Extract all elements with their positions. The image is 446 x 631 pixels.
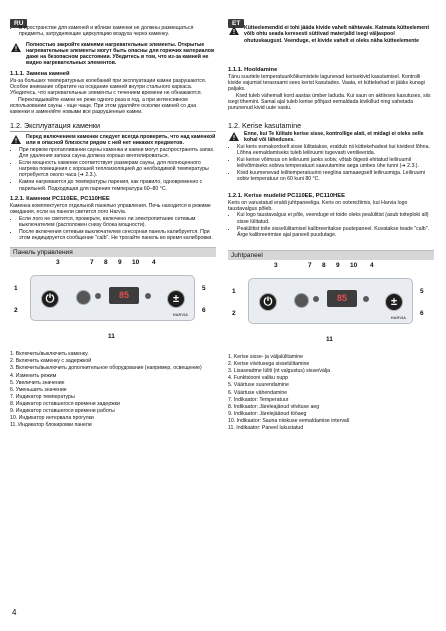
power-icon: ⏻: [263, 296, 273, 309]
indicator-led: [145, 293, 151, 299]
intro-list-ru: [10, 25, 216, 38]
legend-item: 4. Funktsiooni valiku nupp: [228, 375, 288, 382]
callout-1: 1: [232, 288, 236, 296]
legend-item: 3. Включить/выключить дополнительное оборудование (например, освещение): [10, 365, 202, 372]
legend-item: 5. Увеличить значение: [10, 379, 65, 386]
language-tag-et: ET: [228, 19, 244, 28]
callout-8: 8: [104, 259, 108, 267]
section-12-list-et: [228, 144, 434, 183]
adjust-button[interactable]: [167, 290, 185, 308]
harvia-logo: HARVIA: [390, 315, 406, 321]
mode-button[interactable]: [294, 293, 309, 308]
callout-11: 11: [326, 336, 333, 344]
section-12-title-ru: 1.2. Эксплуатация каменки: [10, 120, 101, 130]
section-121-title-et: 1.2.1. Kerise mudelid PC110EE, PC110HEE: [228, 192, 345, 199]
control-panel-figure-et: [228, 260, 434, 352]
language-tag-ru: RU: [10, 19, 27, 28]
callout-9: 9: [118, 259, 122, 267]
legend-item: 8. Indikaator: Järeleajänud viivituse aeg: [228, 403, 320, 410]
callout-7: 7: [308, 262, 312, 270]
control-panel: [248, 278, 413, 324]
legend-item: 8. Индикатор оставшегося времени задержки: [10, 400, 120, 407]
column-ru: [10, 12, 216, 429]
plus-minus-icon: ±: [390, 296, 398, 309]
section-111-title-ru: 1.1.1. Замена камней: [10, 70, 70, 77]
section-121-title-ru: 1.2.1. Каменки PC110EE, PC110HEE: [10, 195, 110, 202]
legend-item: 6. Väärtuse vähendamine: [228, 389, 288, 396]
harvia-logo: HARVIA: [172, 312, 188, 318]
callout-7: 7: [90, 259, 94, 267]
power-button[interactable]: [41, 290, 59, 308]
callout-5: 5: [202, 285, 206, 293]
list-item: • Pealülitist toite sisselülitamisel kalibreeritakse puutepaneel. Kuvatakse teade "calb". Ärge kalibreerimise ajal paneeli puudutage.: [237, 226, 434, 239]
legend-item: 7. Indikaator: Temperatuur: [228, 396, 289, 403]
callout-11: 11: [108, 333, 115, 341]
control-panel: [30, 275, 195, 321]
display-value: 85: [118, 290, 129, 301]
legend-item: 11. Индикатор блокировки панели: [10, 422, 92, 429]
section-111-title-et: 1.1.1. Hooldamine: [228, 66, 278, 73]
indicator-led: [363, 296, 369, 302]
callout-2: 2: [14, 307, 18, 315]
panel-display: [327, 290, 357, 307]
callout-6: 6: [420, 310, 424, 318]
list-item: • Kivid kuumenevad leilitemperatuurini reeglina samaaegselt leiliruumiga. Leiliruumi sobiv temperatuur on 60 kuni 80 °C.: [237, 170, 434, 183]
section-121-list-et: [228, 212, 434, 238]
warning-icon: [229, 132, 239, 141]
power-button[interactable]: [259, 293, 277, 311]
warning-block-et: [228, 25, 434, 44]
legend-item: 3. Lisaseadme lüliti (nt valgustus) sisse/välja: [228, 368, 331, 375]
legend-item: 2. Kerise viivitusega sisselülitamine: [228, 361, 310, 368]
display-value: 85: [336, 293, 347, 304]
section-12-warning-ru: [10, 134, 216, 147]
panel-title-ru: Панель управления: [10, 247, 216, 257]
callout-9: 9: [336, 262, 340, 270]
list-item: • После включения сетевым выключателем сенсорная панель калибруется. При этом индицируется сообщение "calb". Не трогайте панель во время калибровки.: [19, 229, 216, 242]
section-121-p-ru: Каменка комплектуется отдельной панелью управления. Печь находится в режиме ожидания, если на панели светится лого Harvia.: [10, 202, 211, 216]
list-item: • Kui kerise võimsus on leiliruumi jaoks sobiv, võtab õigesti ehitatud leiliruumil leilivõtmiseks sobiva temperatuuri saavutamine aega umbes ühe tunni (➔ 2.3.).: [237, 157, 434, 170]
section-111-p1-ru: Из-за больших температурных колебаний при эксплуатации камни разрушаются. Особое внимание обратите на оседание камней внутри стального каркаса. Убедитесь, что нагревательные элементы с течением времени не обнажаются.: [10, 77, 207, 97]
list-item: • Kui logo taustavalgus ei põle, veenduge et toide oleks pealülitist (asub toiteploki all) sisse lülitatud.: [237, 212, 434, 225]
callout-10: 10: [132, 259, 140, 267]
panel-legend-ru: [10, 351, 216, 428]
list-item: • Если мощность каменки соответствует размерам сауны, для полноценного нагрева помещения с хорошей теплоизоляцией до необходимой температуры потребуется около часа (➔ 2.3.).: [19, 160, 216, 179]
legend-item: 10. Индикатор интервала прогулки: [10, 415, 94, 422]
list-item: • Камни нагреваются до температуры парения, как правило, одновременно с парильней. Подходящая для парения температура 60–80 °C.: [19, 179, 216, 192]
legend-item: 2. Включить каменку с задержкой: [10, 358, 92, 365]
section-121-p-et: Keris on varustatud eraldi juhtpaneeliga. Keris on ooterežiimis, kui Harvia logo taustavalgus põleb.: [228, 199, 408, 213]
legend-item: 10. Indikaator: Sauna niiskuse eemaldamise intervall: [228, 417, 350, 424]
callout-2: 2: [232, 310, 236, 318]
warning-text-et: Kütteelemendid ei tohi jääda kivide vahelt nähtavale. Katmata kütteelement võib ohtu seada keresesti süttivad materjalid isegi väljaspool ohutuskaugust. Veenduge, et kivide vahelt ei oleks näha kütteelemente: [244, 25, 430, 44]
callout-4: 4: [152, 259, 156, 267]
callout-4: 4: [370, 262, 374, 270]
indicator-led: [95, 293, 101, 299]
legend-item: 7. Индикатор температуры: [10, 393, 75, 400]
callout-6: 6: [202, 307, 206, 315]
callout-1: 1: [14, 285, 18, 293]
panel-title-et: Juhtpaneel: [228, 250, 434, 260]
adjust-button[interactable]: [385, 293, 403, 311]
callout-10: 10: [350, 262, 358, 270]
mode-button[interactable]: [76, 290, 91, 305]
callout-8: 8: [322, 262, 326, 270]
warning-icon: [11, 135, 21, 144]
panel-legend-et: [228, 354, 434, 431]
section-121-list-ru: [10, 216, 216, 242]
section-12-title-et: 1.2. Kerise kasutamine: [228, 120, 302, 130]
section-111-p2-et: Kivid tuleb vähemalt kord aastas ümber laduda. Kui saun on aktiivses kasutuses, siis isegi tihemini. Samal ajal tuleb kerise põhjast eemaldada kivikillud ning vahetada purunenud kivid uute vastu.: [228, 92, 431, 112]
legend-item: 5. Väärtuse suurendamine: [228, 382, 289, 389]
warning-text-ru: Полностью закройте камнями нагревательные элементы. Открытые нагревательные элементы могут быть опасны для горючих материалов даже на безопасном расстоянии. Убедитесь в том, что из-за камней не видно нагревательных элементов.: [26, 41, 215, 67]
section-12-list-ru: [10, 147, 216, 192]
intro-bullet-ru: • В пространстве для каменей и вблизи каменки не должны размещаться предметы, затрудняющие циркуляцию воздуха через каменку.: [19, 25, 216, 38]
page-number: 4: [12, 608, 17, 617]
control-panel-figure-ru: [10, 257, 216, 349]
legend-item: 1. Kerise sisse- ja väljalülitamine: [228, 354, 303, 361]
power-icon: ⏻: [45, 293, 55, 306]
section-12-warning-text-et: Enne, kui Te lülitate kerise sisse, kontrollige alati, et midagi ei oleks selle kohal või läheduses.: [244, 131, 424, 144]
legend-item: 11. Indikaator: Paneel lukustatud: [228, 425, 304, 432]
section-111-p1-et: Tänu suurtele temperatuurikõikumistele lagunevad kerisekivid kasutamisel. Kontrolli kivide vajumist terasraami sees kerist kasutades. Vaata, et küttekehad ei jääks kunagi paljaks.: [228, 73, 425, 93]
indicator-led: [313, 296, 319, 302]
section-12-warning-text-ru: Перед включением каменки следует всегда проверять, что над каменкой или в опасной близости рядом с ней нет никаких предметов.: [26, 134, 216, 147]
list-item: • При первом протапливании сауны каменка и камни могут распространять запах. Для удаления запаха сауна должна хорошо вентилироваться.: [19, 147, 216, 160]
callout-5: 5: [420, 288, 424, 296]
section-12-warning-et: [228, 131, 434, 144]
legend-item: 4. Изменить режим: [10, 372, 57, 379]
warning-icon: [11, 43, 21, 52]
legend-item: 1. Включить/выключить каменку.: [10, 351, 89, 358]
plus-minus-icon: ±: [172, 293, 180, 306]
legend-item: 9. Indikaator: Järelejäänud tööaeg: [228, 410, 307, 417]
legend-item: 9. Индикатор оставшегося времени работы: [10, 408, 115, 415]
warning-block-ru: [10, 42, 216, 67]
callout-3: 3: [274, 262, 278, 270]
warning-icon: [229, 26, 239, 35]
callout-3: 3: [56, 259, 60, 267]
column-et: [228, 12, 434, 432]
legend-item: 6. Уменьшить значение: [10, 386, 67, 393]
divider: [10, 131, 216, 132]
section-111-p2-ru: Перекладывайте камни не реже одного раза в год, а при интенсивном использовании сауны - еще чаще. При этом удаляйте осколки камней со дна каменки и заменяйте новыми все разрушенные камни.: [10, 96, 197, 116]
list-item: • Kui keris esmakordselt sisse lülitatakse, eraldub nii küttekehadest kui kividest lõhna. Lõhna eemaldamiseks tuleb leiliruumi tugevasti ventileerida.: [237, 144, 434, 157]
panel-display: [109, 287, 139, 304]
list-item: • Если лого не светится, проверьте, включено ли электропитание сетевым выключателем (расположен снизу блока мощности).: [19, 216, 216, 229]
